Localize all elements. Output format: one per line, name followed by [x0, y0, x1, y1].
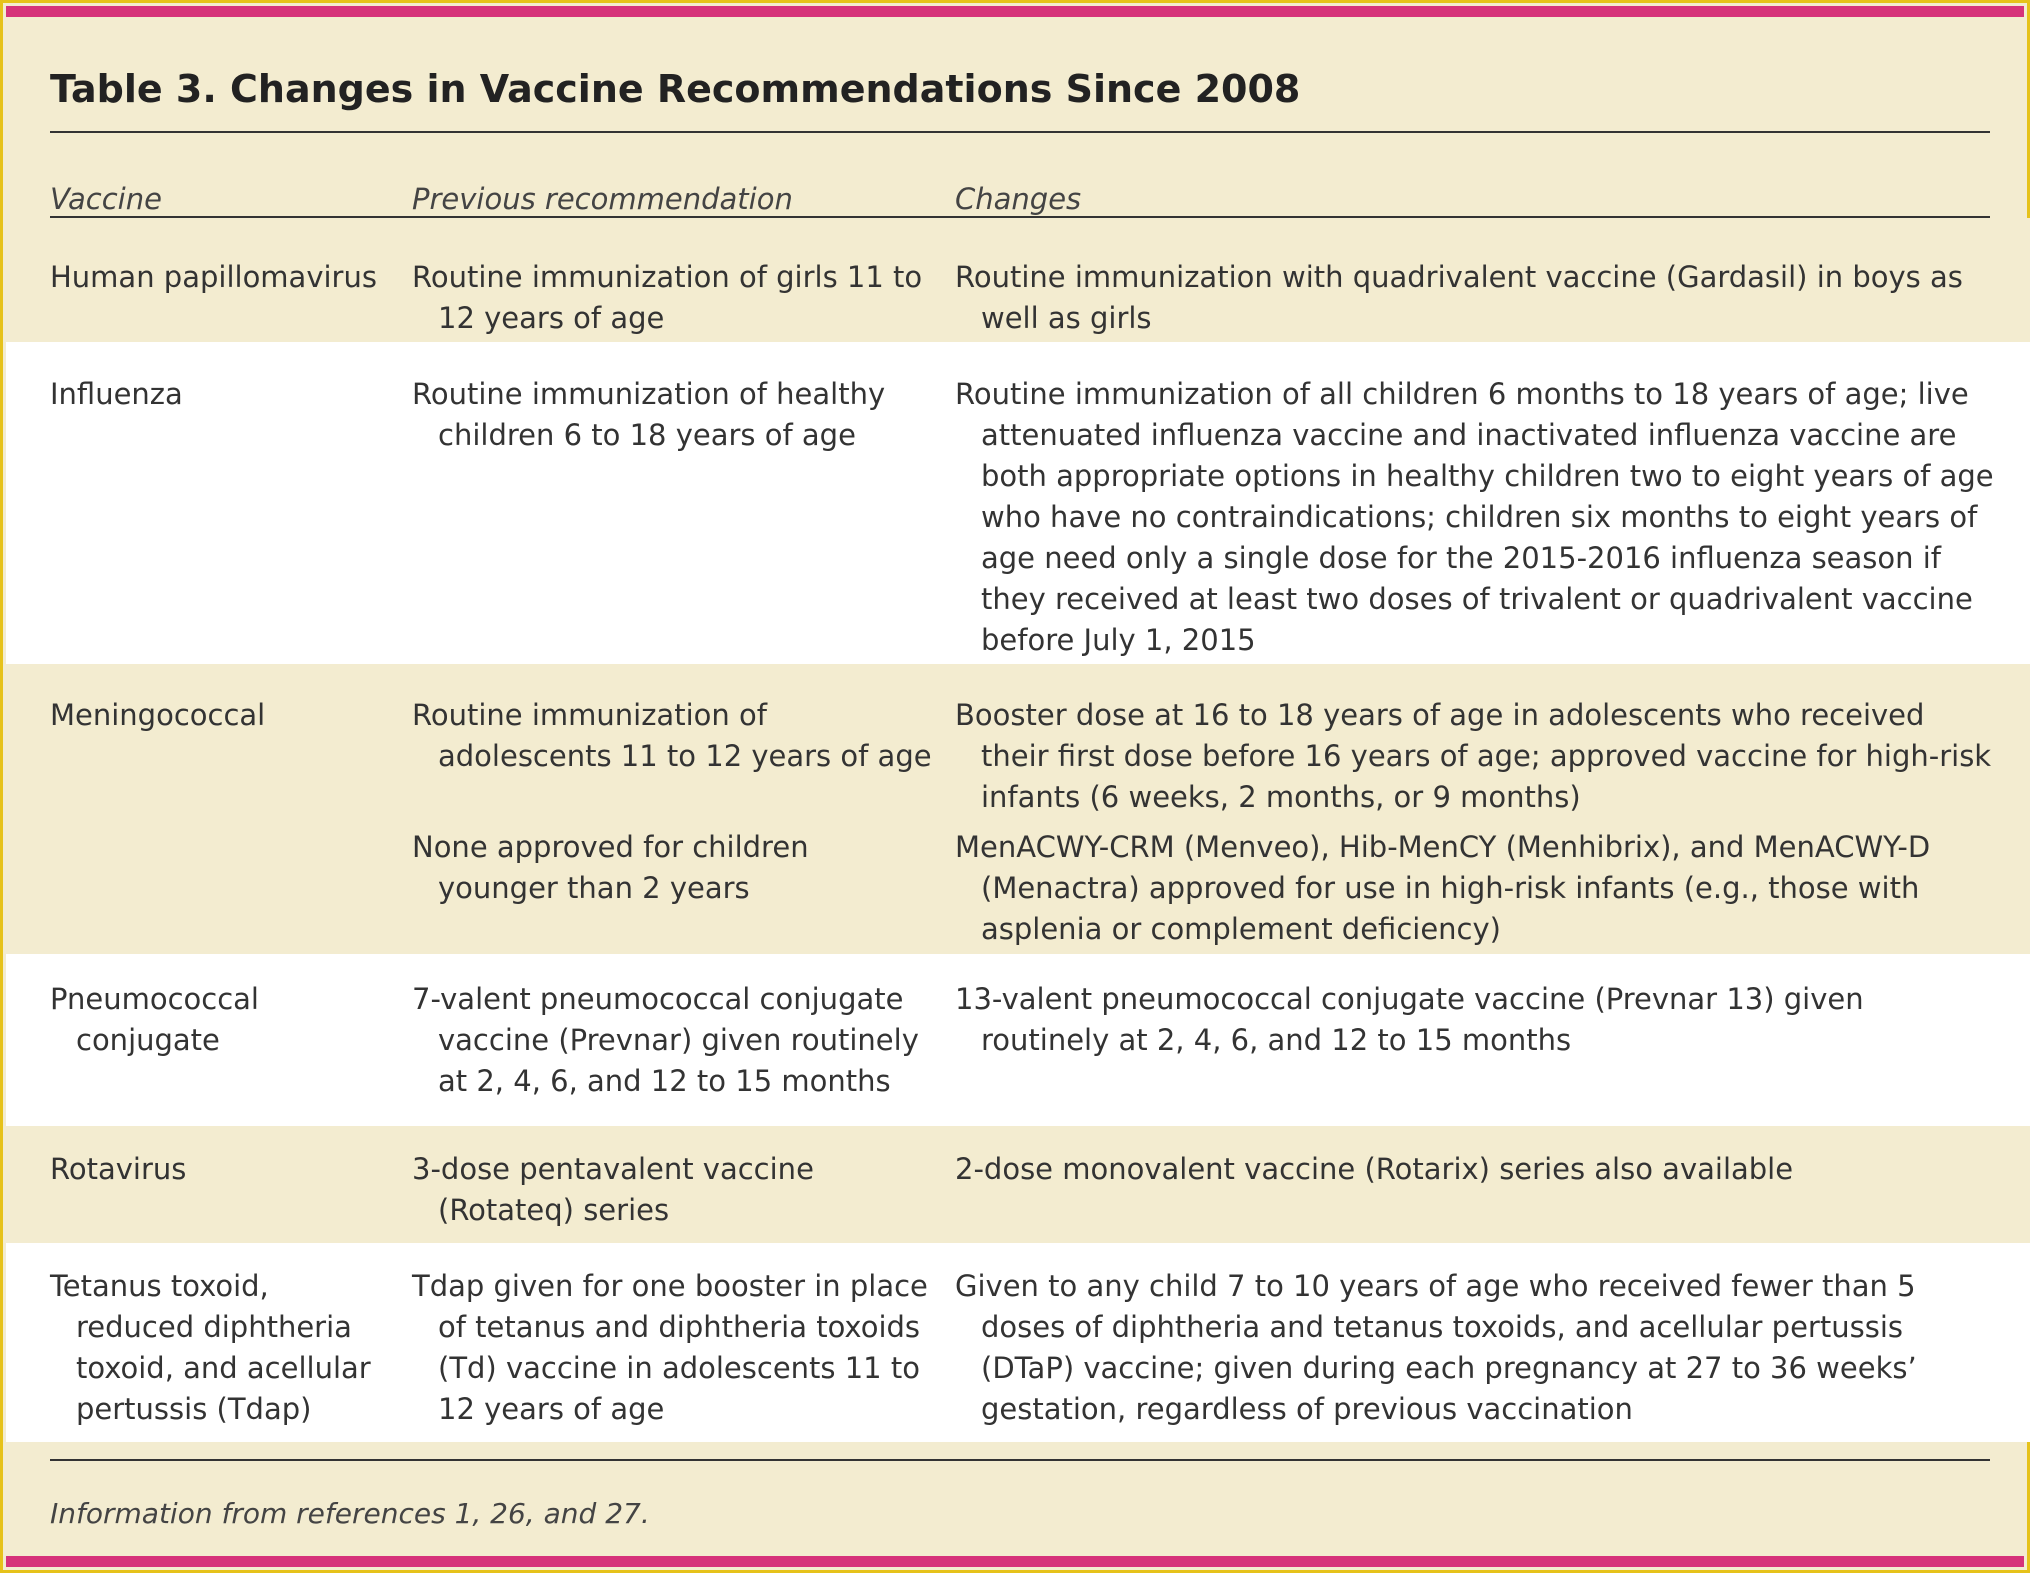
header-vaccine: Vaccine: [50, 182, 162, 216]
header-previous: Previous recommendation: [412, 182, 793, 216]
table-row: [6, 1243, 2030, 1442]
vaccine-cell: Meningococcal: [50, 698, 266, 732]
table-row: [6, 1126, 2030, 1243]
title-rule: [50, 131, 1990, 133]
vaccine-cell: Human papillomavirus: [50, 260, 377, 294]
vaccine-cell: Rotavirus: [50, 1152, 187, 1186]
changes-cell: 2-dose monovalent vaccine (Rotarix) series also available: [955, 1152, 1794, 1186]
changes-cell: 13-valent pneumococcal conjugate vaccine (Prevnar 13) given routinely at 2, 4, 6, and 12 to 15 months: [955, 982, 1864, 1057]
vaccine-cell: Influenza: [50, 377, 183, 411]
vaccine-cell: Tetanus toxoid, reduced diphtheria toxoid, and acellular pertussis (Tdap): [50, 1269, 371, 1426]
previous-cell: 3-dose pentavalent vaccine (Rotateq) series: [412, 1152, 814, 1227]
previous-cell: 7-valent pneumococcal conjugate vaccine (Prevnar) given routinely at 2, 4, 6, and 12 to 15 months: [412, 982, 919, 1098]
changes-cell: Booster dose at 16 to 18 years of age in adolescents who received their first dose before 16 years of age; approved vaccine for high-risk infants (6 weeks, 2 months, or 9 months): [955, 698, 1992, 814]
table-row: [6, 218, 2030, 342]
changes-cell-secondary: MenACWY-CRM (Menveo), Hib-MenCY (Menhibrix), and MenACWY-D (Menactra) approved for use in high-risk infants (e.g., those with asplenia or complement deficiency): [955, 830, 1931, 946]
table-footnote: Information from references 1, 26, and 27.: [50, 1497, 650, 1530]
table-row: [6, 664, 2030, 954]
top-accent-bar: [6, 6, 2024, 17]
bottom-accent-bar: [6, 1556, 2024, 1567]
table-row: [6, 342, 2030, 664]
changes-cell: Routine immunization with quadrivalent vaccine (Gardasil) in boys as well as girls: [955, 260, 1963, 335]
table-body-area: [6, 17, 2024, 1556]
previous-cell: Routine immunization of adolescents 11 to 12 years of age: [412, 698, 932, 773]
previous-cell-secondary: None approved for children younger than 2 years: [412, 830, 809, 905]
footer-rule: [50, 1459, 1990, 1461]
changes-cell: Given to any child 7 to 10 years of age who received fewer than 5 doses of diphtheria and tetanus toxoids, and acellular pertussis (DTaP) vaccine; given during each pregnancy at 27 to 36 weeks’ gestation, regardless of previous vaccination: [955, 1269, 1917, 1426]
previous-cell: Tdap given for one booster in place of tetanus and diphtheria toxoids (Td) vaccine in adolescents 11 to 12 years of age: [412, 1269, 928, 1426]
previous-cell: Routine immunization of girls 11 to 12 years of age: [412, 260, 923, 335]
vaccine-cell: Pneumococcal conjugate: [50, 982, 259, 1057]
header-changes: Changes: [955, 182, 1082, 216]
table-title: Table 3. Changes in Vaccine Recommendations Since 2008: [50, 67, 1301, 111]
table-row: [6, 954, 2030, 1126]
changes-cell: Routine immunization of all children 6 months to 18 years of age; live attenuated influenza vaccine and inactivated influenza vaccine are both appropriate options in healthy children two to eight years of age who have no contraindications; children six months to eight years of age need only a single dose for the 2015-2016 influenza season if they received at least two doses of trivalent or quadrivalent vaccine before July 1, 2015: [955, 377, 1994, 657]
previous-cell: Routine immunization of healthy children 6 to 18 years of age: [412, 377, 886, 452]
